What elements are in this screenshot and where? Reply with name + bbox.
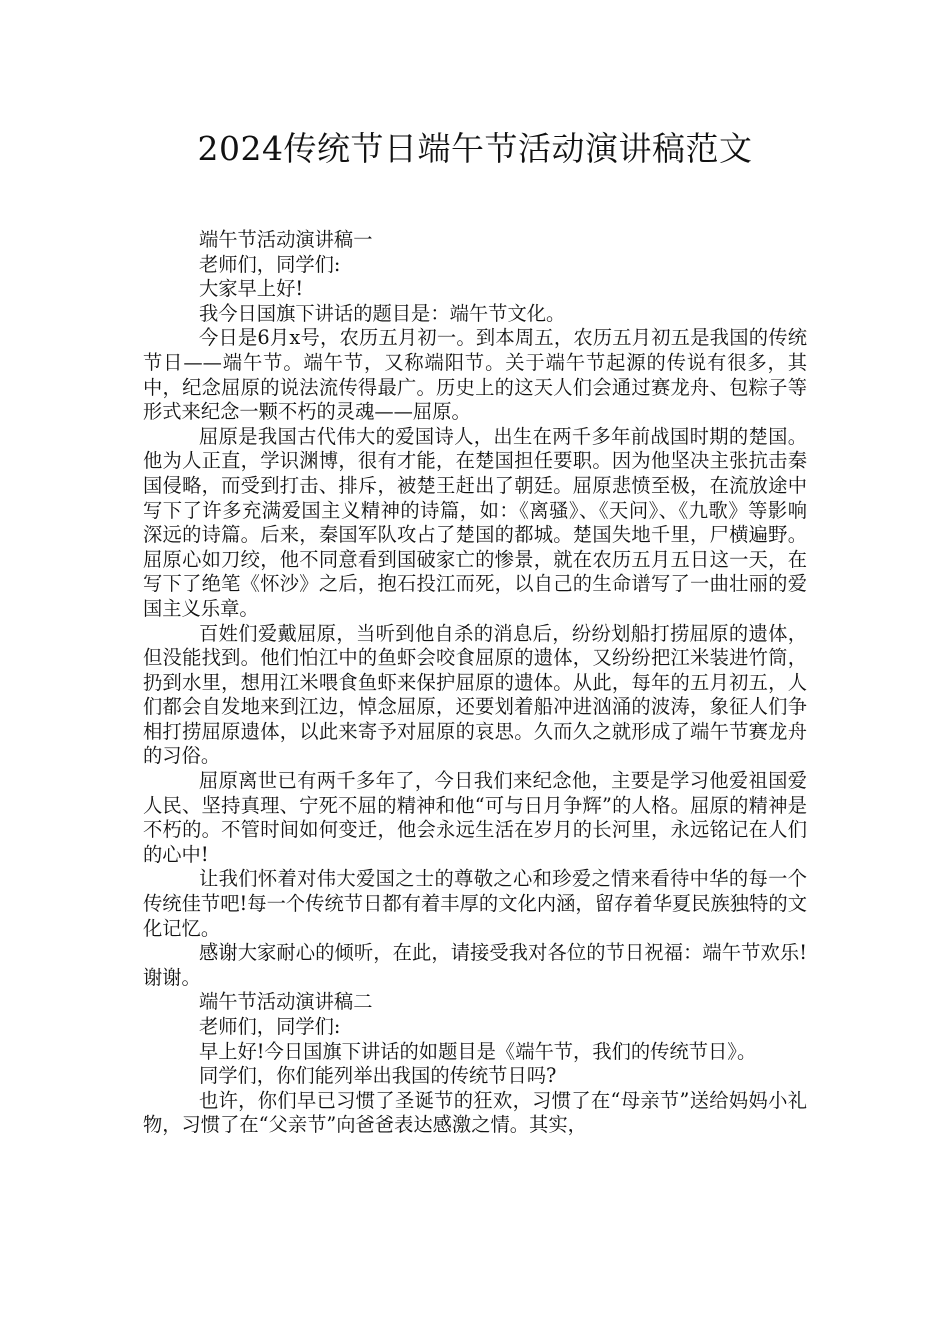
section-heading-1: 端午节活动演讲稿一 (198, 228, 373, 251)
document-body (143, 228, 807, 1138)
paragraph: 感谢大家耐心的倾听，在此，请接受我对各位的节日祝福：端午节欢乐!谢谢。 (143, 941, 807, 989)
paragraph: 屈原离世已有两千多年了，今日我们来纪念他，主要是学习他爱祖国爱人民、坚持真理、宁死不屈的精神和他“可与日月争辉”的人格。屈原的精神是不朽的。不管时间如何变迁，他会永远生活在岁月的长河里，永远铭记在人们的心中! (143, 769, 807, 866)
paragraph: 同学们，你们能列举出我国的传统节日吗? (198, 1064, 557, 1088)
paragraph: 让我们怀着对伟大爱国之士的尊敬之心和珍爱之情来看待中华的每一个传统佳节吧!每一个传统节日都有着丰厚的文化内涵，留存着华夏民族独特的文化记忆。 (143, 867, 807, 940)
paragraph: 屈原是我国古代伟大的爱国诗人，出生在两千多年前战国时期的楚国。他为人正直，学识渊博，很有才能，在楚国担任要职。因为他坚决主张抗击秦国侵略，而受到打击、排斥，被楚王赶出了朝廷。屈原悲愤至极，在流放途中写下了许多充满爱国主义精神的诗篇，如：《离骚》、《天问》、《九歌》等影响深远的诗篇。后来，秦国军队攻占了楚国的都城。楚国失地千里，尸横遍野。屈原心如刀绞，他不同意看到国破家亡的惨景，就在农历五月五日这一天，在写下了绝笔《怀沙》之后，抱石投江而死，以自己的生命谱写了一曲壮丽的爱国主义乐章。 (143, 424, 807, 620)
paragraph: 今日是6月x号，农历五月初一。到本周五，农历五月初五是我国的传统节日——端午节。端午节，又称端阳节。关于端午节起源的传说有很多，其中，纪念屈原的说法流传得最广。历史上的这天人们会通过赛龙舟、包粽子等形式来纪念一颗不朽的灵魂——屈原。 (143, 326, 807, 424)
document-title: 2024传统节日端午节活动演讲稿范文 (197, 129, 753, 168)
section-heading-2: 端午节活动演讲稿二 (198, 990, 373, 1014)
salutation: 老师们，同学们: (198, 252, 341, 276)
paragraph: 我今日国旗下讲话的题目是：端午节文化。 (198, 301, 566, 325)
salutation: 老师们，同学们: (198, 1015, 341, 1038)
paragraph: 早上好!今日国旗下讲话的如题目是《端午节，我们的传统节日》。 (198, 1039, 757, 1063)
greeting: 大家早上好! (198, 277, 304, 301)
paragraph: 也许，你们早已习惯了圣诞节的狂欢，习惯了在“母亲节”送给妈妈小礼物，习惯了在“父亲节”向爸爸表达感激之情。其实， (143, 1088, 807, 1137)
paragraph: 百姓们爱戴屈原，当听到他自杀的消息后，纷纷划船打捞屈原的遗体，但没能找到。他们怕江中的鱼虾会咬食屈原的遗体，又纷纷把江米装进竹筒，扔到水里，想用江米喂食鱼虾来保护屈原的遗体。从此，每年的五月初五，人们都会自发地来到江边，悼念屈原，还要划着船冲进汹涌的波涛，象征人们争相打捞屈原遗体，以此来寄予对屈原的哀思。久而久之就形成了端午节赛龙舟的习俗。 (143, 621, 807, 768)
